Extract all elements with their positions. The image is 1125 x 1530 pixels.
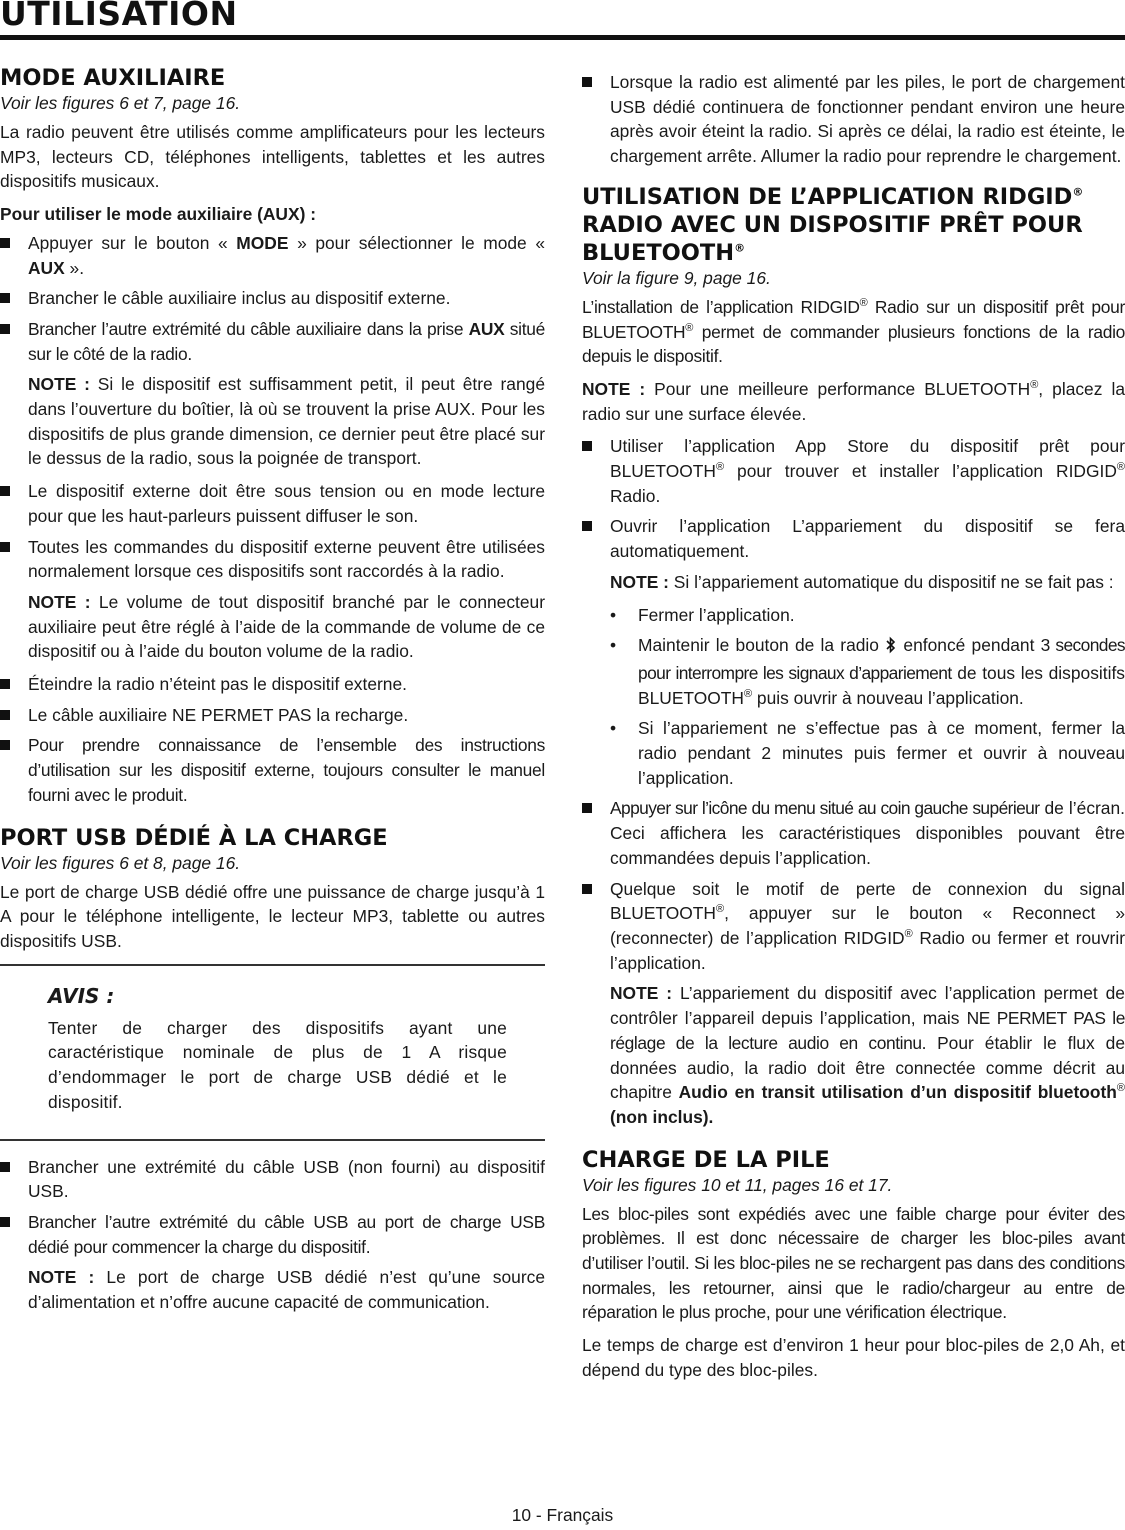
notice-box bbox=[0, 964, 545, 1141]
section-title-battery: CHARGE DE LA PILE bbox=[582, 1146, 830, 1173]
list-item: Utiliser l’application App Store du dispositif prêt pour BLUETOOTH® pour trouver et installer l’application RIDGID® Radio. bbox=[582, 434, 1125, 508]
notice-title: AVIS : bbox=[48, 983, 115, 1008]
paragraph: L’installation de l’application RIDGID® Radio sur un dispositif prêt pour BLUETOOTH® permet de commander plusieurs fonctions de la radio depuis le dispositif. bbox=[582, 296, 1125, 367]
list-item: Brancher l’autre extrémité du câble USB au port de charge USB dédié pour commencer la charge du dispositif. bbox=[0, 1210, 545, 1259]
bullet-list bbox=[0, 479, 545, 584]
list-item: Éteindre la radio n’éteint pas le dispositif externe. bbox=[0, 672, 545, 697]
page-header bbox=[0, 0, 1125, 42]
list-item: Lorsque la radio est alimenté par les piles, le port de chargement USB dédié continuera de fonctionner pendant environ une heure après avoir éteint la radio. Si après ce délai, la radio est éteinte, le chargement arrête. Allumer la radio pour reprendre le chargement. bbox=[582, 70, 1125, 169]
section-usb bbox=[0, 824, 545, 1315]
list-item: Toutes les commandes du dispositif externe peuvent être utilisées normalement lorsque ces dispositifs sont raccordés à la radio. bbox=[0, 535, 545, 584]
figure-reference: Voir la figure 9, page 16. bbox=[582, 267, 771, 288]
note: NOTE : Si le dispositif est suffisamment petit, il peut être rangé dans l’ouverture du boîtier, là où se trouvent la prise AUX. Pour les dispositifs de plus grande dimension, ce dernier peut être placé sur le dessus de la radio, sous la poignée de transport. bbox=[28, 374, 545, 469]
list-item: Brancher le câble auxiliaire inclus au dispositif externe. bbox=[0, 286, 545, 311]
list-item: Brancher l’autre extrémité du câble auxiliaire dans la prise AUX situé sur le côté de la radio. bbox=[0, 317, 545, 366]
dot-list bbox=[582, 603, 1125, 791]
right-column bbox=[582, 70, 1125, 1399]
paragraph: La radio peuvent être utilisés comme amplificateurs pour les lecteurs MP3, lecteurs CD, téléphones intelligents, tablettes et les autres dispositifs musicaux. bbox=[0, 122, 545, 192]
bluetooth-icon bbox=[885, 636, 897, 661]
bullet-list bbox=[582, 434, 1125, 564]
notice-text: Tenter de charger des dispositifs ayant une caractéristique nominale de plus de 1 A risque d’endommager le port de charge USB dédié et le dispositif. bbox=[48, 1017, 507, 1112]
figure-reference: Voir les figures 10 et 11, pages 16 et 17. bbox=[582, 1174, 893, 1195]
bullet-list bbox=[0, 1155, 545, 1260]
note: NOTE : Si l’appariement automatique du dispositif ne se fait pas : bbox=[610, 571, 1114, 592]
list-item: Appuyer sur le bouton « MODE » pour sélectionner le mode « AUX ». bbox=[0, 231, 545, 280]
header-rule bbox=[0, 35, 1125, 40]
list-item: Le dispositif externe doit être sous tension ou en mode lecture pour que les haut-parleurs puissent diffuser le son. bbox=[0, 479, 545, 528]
section-title-aux: MODE AUXILIAIRE bbox=[0, 65, 226, 91]
paragraph: Les bloc-piles sont expédiés avec une faible charge pour éviter des problèmes. Il est donc nécessaire de charger les bloc-piles avant d’utiliser l’outil. Si les bloc-piles ne se rechargent pas dans des conditions normales, les retourner, ainsi que le radio/chargeur au entre de réparation le plus proche, pour une vérification électrique. bbox=[582, 1203, 1125, 1323]
list-item: Appuyer sur l’icône du menu situé au coin gauche supérieur de l’écran. Ceci affichera les caractéristiques disponibles pouvant être commandées depuis l’application. bbox=[582, 796, 1125, 870]
paragraph: Le temps de charge est d’environ 1 heur pour bloc-piles de 2,0 Ah, et dépend du type des bloc-piles. bbox=[582, 1335, 1125, 1380]
list-item: • Fermer l’application. bbox=[610, 603, 1125, 628]
section-title-app: UTILISATION DE L’APPLICATION RIDGID® RADIO AVEC UN DISPOSITIF PRÊT POUR BLUETOOTH® bbox=[582, 183, 1084, 266]
list-item: Quelque soit le motif de perte de connexion du signal BLUETOOTH®, appuyer sur le bouton « Reconnect » (reconnecter) de l’application RIDGID® Radio ou fermer et rouvrir l’application. bbox=[582, 877, 1125, 976]
section-title-usb: PORT USB DÉDIÉ À LA CHARGE bbox=[0, 824, 388, 851]
bullet-list bbox=[582, 70, 1125, 169]
figure-reference: Voir les figures 6 et 7, page 16. bbox=[0, 93, 241, 113]
section-aux bbox=[0, 64, 545, 808]
bullet-list bbox=[582, 796, 1125, 975]
section-battery bbox=[582, 1146, 1125, 1383]
left-column bbox=[0, 64, 545, 1331]
subheading: Pour utiliser le mode auxiliaire (AUX) : bbox=[0, 204, 317, 225]
paragraph: Le port de charge USB dédié offre une puissance de charge jusqu’à 1 A pour le téléphone intelligente, le lecteur MP3, tablette ou autres dispositifs USB. bbox=[0, 881, 545, 951]
section-app bbox=[582, 183, 1125, 1130]
list-item: Le câble auxiliaire NE PERMET PAS la recharge. bbox=[0, 703, 545, 728]
note: NOTE : Pour une meilleure performance BLUETOOTH®, placez la radio sur une surface élevée. bbox=[582, 378, 1125, 424]
page-title: UTILISATION bbox=[0, 0, 238, 33]
list-item: • Maintenir le bouton de la radio enfoncé pendant 3 secondes pour interrompre les signaux d’appariement de tous les dispositifs BLUETOOTH® puis ouvrir à nouveau l’application. bbox=[610, 633, 1125, 710]
list-item: Brancher une extrémité du câble USB (non fourni) au dispositif USB. bbox=[0, 1155, 545, 1204]
note: NOTE : Le volume de tout dispositif branché par le connecteur auxiliaire peut être réglé à l’aide de la commande de volume de ce dispositif ou à l’aide du bouton volume de la radio. bbox=[28, 591, 545, 662]
note: NOTE : Le port de charge USB dédié n’est qu’une source d’alimentation et n’offre aucune capacité de communication. bbox=[28, 1267, 545, 1313]
bullet-list bbox=[0, 672, 545, 808]
figure-reference: Voir les figures 6 et 8, page 16. bbox=[0, 852, 241, 873]
note: NOTE : L’appariement du dispositif avec l’application permet de contrôler l’appareil depuis l’application, mais NE PERMET PAS le réglage de la lecture audio en continu. Pour établir le flux de données audio, la radio doit être connectée comme décrit au chapitre Audio en transit utilisation d’un dispositif bluetooth® (non inclus). bbox=[610, 983, 1125, 1127]
bullet-list bbox=[0, 231, 545, 367]
page-footer: 10 - Français bbox=[511, 1505, 614, 1525]
list-item: Pour prendre connaissance de l’ensemble des instructions d’utilisation sur les dispositif externe, toujours consulter le manuel fourni avec le produit. bbox=[0, 733, 545, 807]
list-item: • Si l’appariement ne s’effectue pas à ce moment, fermer la radio pendant 2 minutes puis fermer et ouvrir à nouveau l’application. bbox=[610, 716, 1125, 790]
list-item: Ouvrir l’application L’appariement du dispositif se fera automatiquement. bbox=[582, 514, 1125, 563]
